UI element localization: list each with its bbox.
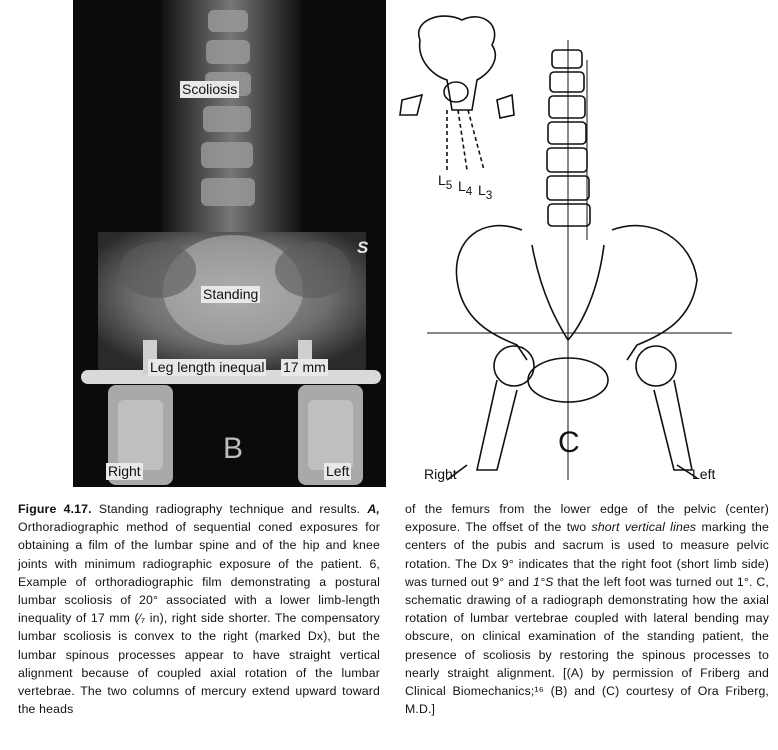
panel-c-label: C	[558, 426, 580, 459]
caption-a-text: Orthoradiographic method of sequential coned exposures for obtaining a film of the lumbar spine and of the hip and knee joints with minimum radiographic exposure of the patient.	[18, 520, 380, 571]
scoliosis-label: Scoliosis	[182, 81, 238, 97]
xray-image	[73, 0, 386, 487]
panel-b-marker: 6,	[369, 556, 380, 571]
left-label-b: Left	[326, 463, 350, 479]
right-label-b: Right	[108, 463, 141, 479]
panel-a-marker: A,	[367, 502, 380, 516]
l4-label: $L_4$	[458, 178, 473, 198]
schematic-panel-c	[392, 0, 778, 487]
caption-right-a: of the femurs from the lower edge of the pelvic (center) exposure. The offset of the two	[405, 502, 769, 535]
left-label-c: Left	[692, 466, 716, 482]
caption-right-c: that the left foot was turned out 1°. C, schematic drawing of a radiograph demonstrating how the axial rotation of lumbar vertebrae coupled with lateral bending may obscure, on clinical examination of the standing patient, the presence of scoliosis by restoring the spinous processes to nearly straight alignment. [(A) by permission of Friberg and Clinical Biomechanics;¹⁶ (B) and (C) courtesy of Ora Friberg, M.D.]	[405, 574, 769, 717]
schematic-drawing	[392, 0, 778, 487]
caption-left-column	[18, 500, 380, 718]
leg-length-label: Leg length inequal	[150, 359, 265, 375]
caption-right-b: marking the centers of the pubis and sacrum is used to measure pelvic rotation. The Dx 9° indicates that the right foot (short limb side) was turned out 9° and	[405, 520, 769, 589]
caption-right-column	[405, 500, 769, 718]
caption-emphasis-s: 1°S	[533, 574, 554, 589]
right-label-c: Right	[424, 466, 457, 482]
standing-label: Standing	[203, 286, 259, 302]
figure-label: Figure 4.17.	[18, 502, 92, 516]
caption-emphasis-lines: short vertical lines	[591, 520, 697, 535]
caption-intro: Standing radiography technique and results.	[91, 502, 368, 516]
xray-panel-b	[73, 0, 386, 487]
l3-label: $L_3$	[478, 182, 493, 202]
s-mark: S	[357, 238, 369, 257]
l5-label: $L_5$	[438, 172, 453, 192]
caption-b-text: Example of orthoradiographic film demonstrating a postural lumbar scoliosis of 20° associated with a lower limb-length inequality of 17 mm (⁄₇ in), right side shorter. The compensatory lumbar scoliosis is convex to the right (marked Dx), but the lumbar spinous processes appear to have straight vertical alignment because of coupled axial rotation of the lumbar vertebrae. The two columns of mercury extend upward toward the heads	[18, 574, 380, 717]
mm-label: 17 mm	[283, 359, 326, 375]
panel-b-label: B	[223, 432, 244, 465]
